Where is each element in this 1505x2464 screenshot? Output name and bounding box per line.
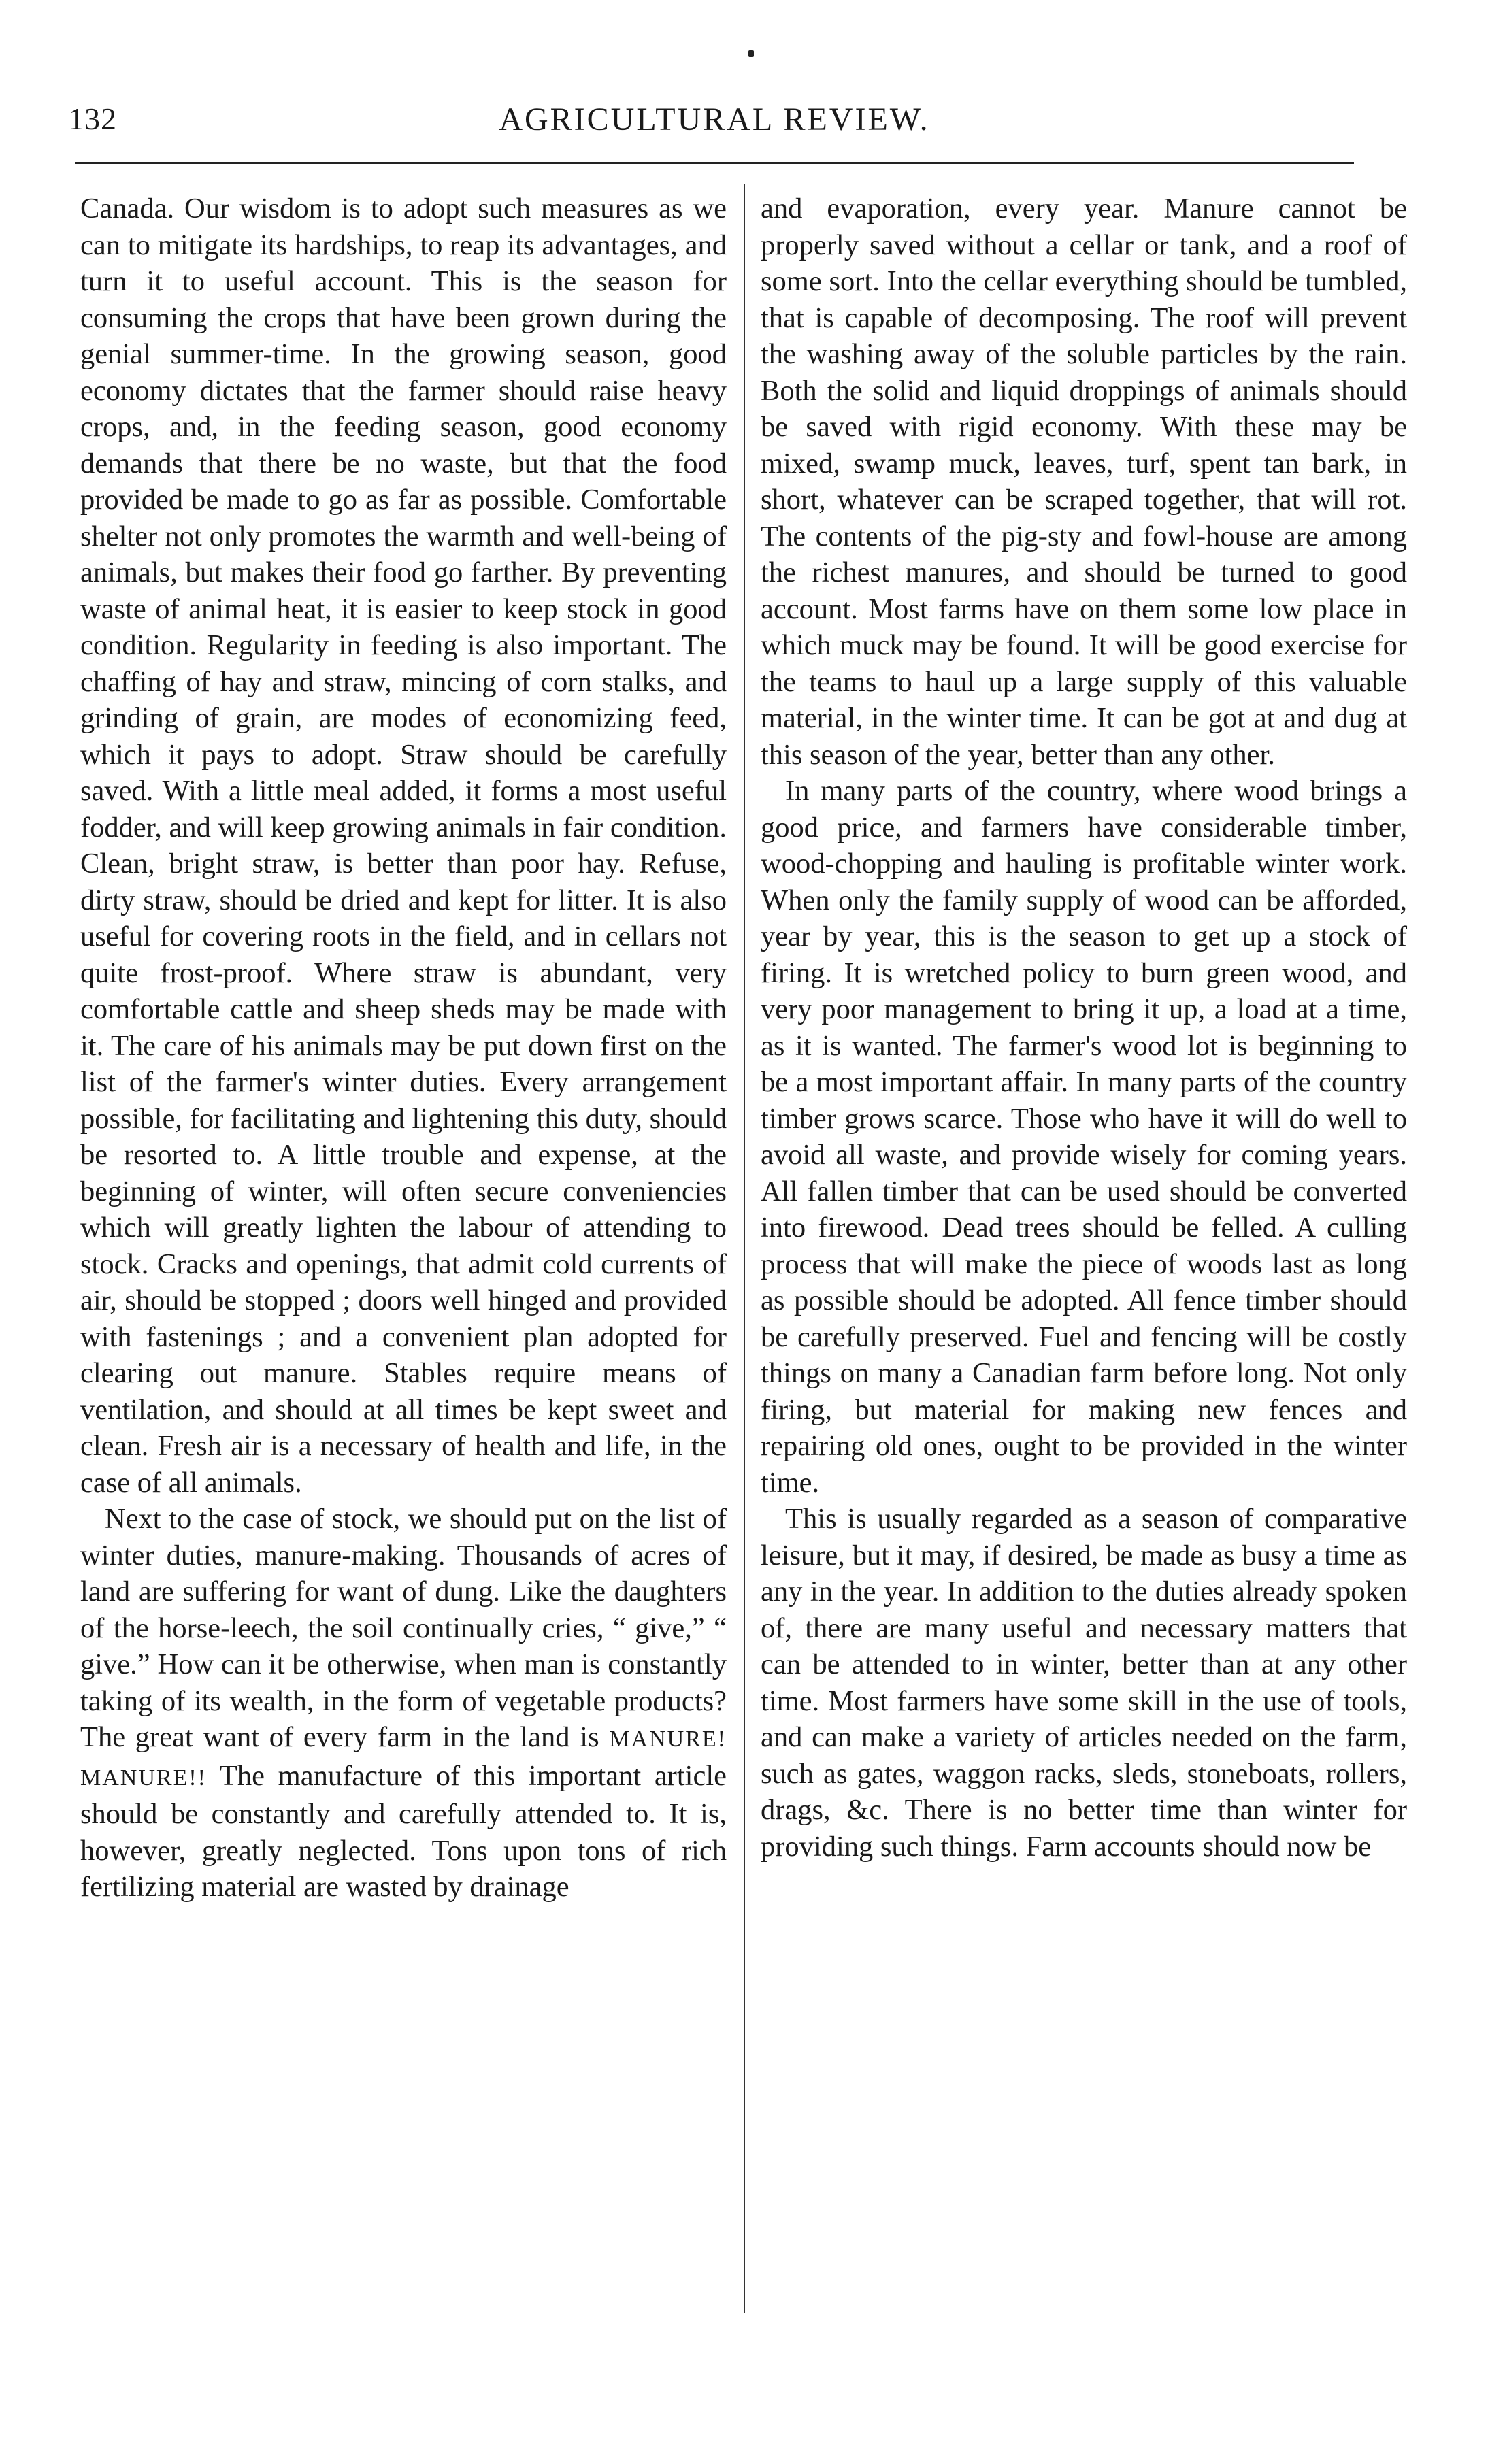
paragraph-text: The manufacture of this important article should be constantly and carefully attended to. It is, however, greatly neglected. Tons upon tons of rich fertilizing material are wasted by drainage [80, 1759, 727, 1903]
page-header [68, 101, 1361, 150]
right-column [761, 190, 1407, 1865]
running-title: AGRICULTURAL REVIEW. [499, 101, 930, 137]
paragraph-text: Next to the case of stock, we should put on the list of winter duties, manure-making. Thousands of acres of land are suffering for want of dung. Like the daughters of the horse-leech, the soil continually cries, “ give,” “ give.” How can it be otherwise, when man is constantly taking of its wealth, in the form of vegetable products? The great want of every farm in the land is [80, 1503, 727, 1753]
paragraph: and evaporation, every year. Manure cannot be properly saved without a cellar or tank, and a roof of some sort. Into the cellar everything should be tumbled, that is capable of decomposing. The roof will prevent the washing away of the soluble particles by the rain. Both the solid and liquid droppings of animals should be saved with rigid economy. With these may be mixed, swamp muck, leaves, turf, spent tan bark, in short, whatever can be scraped together, that will rot. The contents of the pig-sty and fowl-house are among the richest manures, and should be turned to good account. Most farms have on them some low place in which muck may be found. It will be good exercise for the teams to haul up a large supply of this valuable material, in the winter time. It can be got at and dug at this season of the year, better than any other. [761, 193, 1407, 771]
page-number: 132 [68, 101, 117, 136]
paragraph: Canada. Our wisdom is to adopt such measures as we can to mitigate its hardships, to reap its advantages, and turn it to useful account. This is the season for consuming the crops that have been grown during the genial summer-time. In the growing season, good economy dictates that the farmer should raise heavy crops, and, in the feeding season, good economy demands that there be no waste, but that the food provided be made to go as far as possible. Comfortable shelter not only promotes the warmth and well-being of animals, but makes their food go farther. By preventing waste of animal heat, it is easier to keep stock in good condition. Regularity in feeding is also important. The chaffing of hay and straw, mincing of corn stalks, and grinding of grain, are modes of economizing feed, which it pays to adopt. Straw should be carefully saved. With a little meal added, it forms a most useful fodder, and will keep growing animals in fair condition. Clean, bright straw, is better than poor hay. Refuse, dirty straw, should be dried and kept for litter. It is also useful for covering roots in the field, and in cellars not quite frost-proof. Where straw is abundant, very comfortable cattle and sheep sheds may be made with it. The care of his animals may be put down first on the list of the farmer's winter duties. Every arrangement possible, for facilitating and lightening this duty, should be resorted to. A little trouble and expense, at the beginning of winter, will often secure conveniencies which will greatly lighten the labour of attending to stock. Cracks and openings, that admit cold currents of air, should be stopped ; doors well hinged and provided with fastenings ; and a convenient plan adopted for clearing out manure. Stables require means of ventilation, and should at all times be kept sweet and clean. Fresh air is a necessary of health and life, in the case of all animals. [80, 193, 727, 1499]
paragraph: In many parts of the country, where wood brings a good price, and farmers have considerable timber, wood-chopping and hauling is profitable winter work. When only the family supply of wood can be afforded, year by year, this is the season to get up a stock of firing. It is wretched policy to burn green wood, and very poor management to bring it up, a load at a time, as it is wanted. The farmer's wood lot is beginning to be a most important affair. In many parts of the country timber grows scarce. Those who have it will do well to avoid all waste, and provide wisely for coming years. All fallen timber that can be used should be converted into firewood. Dead trees should be felled. A culling process that will make the piece of woods last as long as possible should be adopted. All fence timber should be carefully preserved. Fuel and fencing will be costly things on many a Canadian farm before long. Not only firing, but material for making new fences and repairing old ones, ought to be provided in the winter time. [761, 775, 1407, 1499]
left-column [80, 190, 727, 1905]
paragraph: This is usually regarded as a season of comparative leisure, but it may, if desired, be made as busy a time as any in the year. In addition to the duties already spoken of, there are many useful and necessary matters that can be attended to in winter, better than at any other time. Most farmers have some skill in the use of tools, and can make a variety of articles needed on the farm, such as gates, waggon racks, sleds, stoneboats, rollers, drags, &c. There is no better time than winter for providing such things. Farm accounts should now be [761, 1503, 1407, 1863]
column-divider [744, 184, 745, 2313]
header-rule [75, 162, 1354, 164]
paragraph [80, 1501, 727, 1905]
emphasis-text: MANURE! MANURE!! [80, 1727, 727, 1791]
printer-mark [748, 50, 754, 57]
